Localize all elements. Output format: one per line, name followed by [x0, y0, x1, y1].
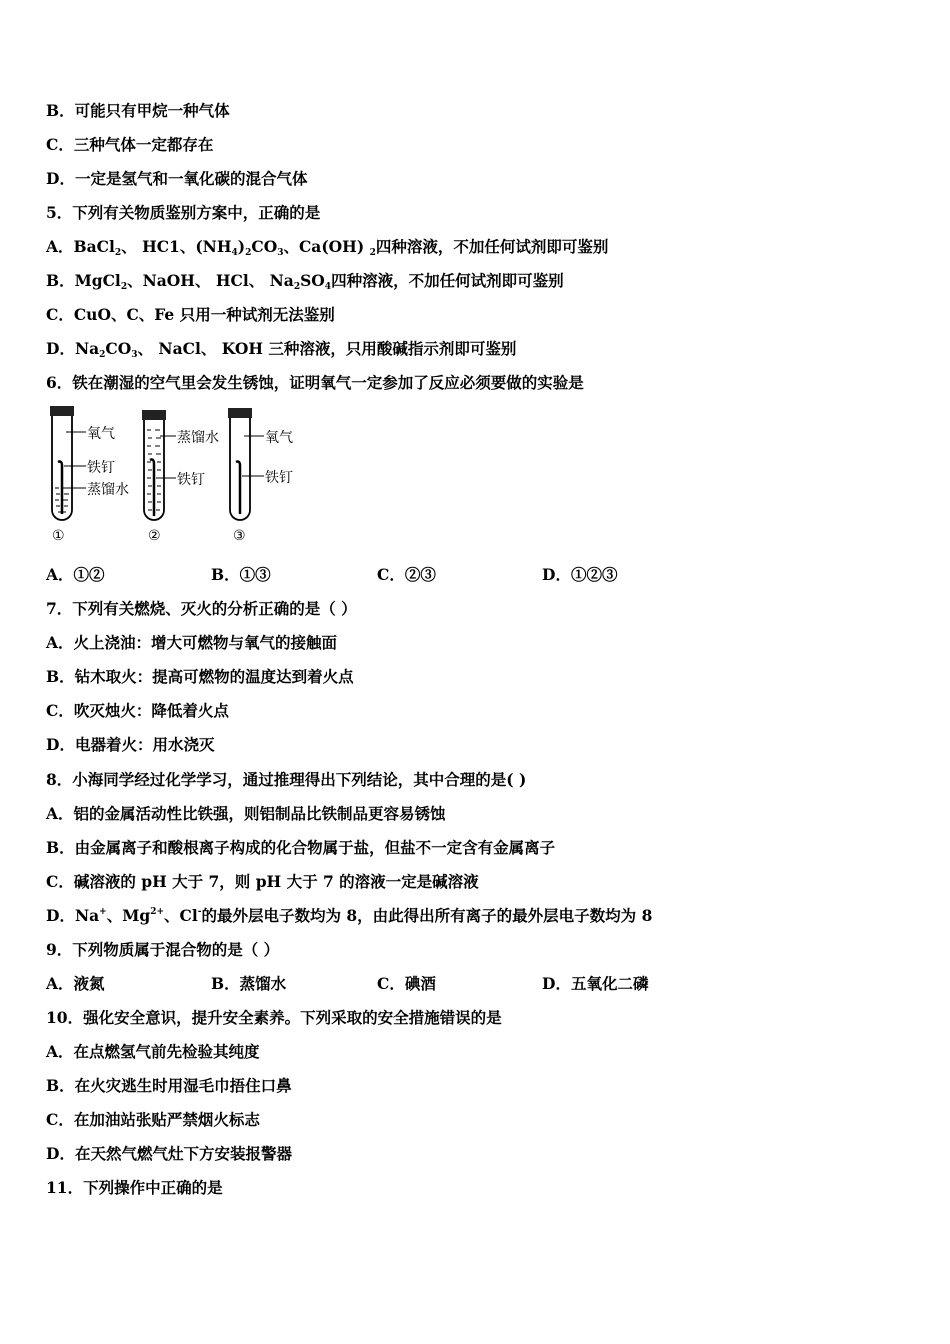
tube-3-stopper [228, 408, 252, 418]
question-6-option-b: B．①③ [211, 565, 271, 584]
tube-2-stopper [142, 410, 166, 420]
question-5-option-a: A．BaCl$_2$、 HC1、$(NH_4)_2CO_3$、Ca(OH) $_2$四种溶液，不加任何试剂即可鉴别 [46, 237, 609, 258]
question-11: 11．下列操作中正确的是 [46, 1178, 223, 1197]
question-10-option-c: C．在加油站张贴严禁烟火标志 [46, 1110, 260, 1129]
tube-3-number: ③ [233, 528, 246, 544]
question-7-option-d: D．电器着火：用水浇灭 [46, 735, 215, 754]
question-7: 7．下列有关燃烧、灭火的分析正确的是（ ） [46, 599, 357, 618]
tube-2-water-label: 蒸馏水 [177, 430, 219, 446]
question-6-option-c: C．②③ [377, 565, 436, 584]
question-6-options [46, 565, 846, 585]
tube-1-stopper [50, 406, 74, 416]
question-8-option-c: C．碱溶液的 pH 大于 7，则 pH 大于 7 的溶液一定是碱溶液 [46, 872, 479, 891]
question-8-option-b: B．由金属离子和酸根离子构成的化合物属于盐，但盐不一定含有金属离子 [46, 838, 556, 857]
question-6: 6．铁在潮湿的空气里会发生锈蚀，证明氧气一定参加了反应必须要做的实验是 [46, 373, 584, 392]
tube-1-number: ① [52, 528, 65, 544]
test-tube-3 [228, 408, 293, 544]
question-9-option-b: B．蒸馏水 [211, 974, 287, 993]
option-d-line: D．一定是氢气和一氧化碳的混合气体 [46, 169, 308, 188]
question-10: 10．强化安全意识，提升安全素养。下列采取的安全措施错误的是 [46, 1008, 502, 1027]
question-8-option-a: A．铝的金属活动性比铁强，则铝制品比铁制品更容易锈蚀 [46, 804, 446, 823]
question-9: 9．下列物质属于混合物的是（ ） [46, 940, 280, 959]
question-5-option-c: C．CuO、C、Fe 只用一种试剂无法鉴别 [46, 305, 335, 324]
question-7-option-b: B．钻木取火：提高可燃物的温度达到着火点 [46, 667, 354, 686]
question-10-option-d: D．在天然气燃气灶下方安装报警器 [46, 1144, 292, 1163]
tube-3-nail [236, 462, 240, 515]
tube-2-nail-label: 铁钉 [177, 472, 205, 488]
question-8: 8．小海同学经过化学学习，通过推理得出下列结论，其中合理的是( ) [46, 770, 527, 789]
question-7-option-c: C．吹灭烛火：降低着火点 [46, 701, 229, 720]
question-9-option-c: C．碘酒 [377, 974, 436, 993]
question-7-option-a: A．火上浇油：增大可燃物与氧气的接触面 [46, 633, 338, 652]
question-5-option-d: D．$Na_2CO_3$、 NaCl、 KOH 三种溶液，只用酸碱指示剂即可鉴别 [46, 339, 517, 360]
tube-2-nail [150, 460, 154, 517]
question-6-option-a: A．①② [46, 565, 105, 584]
test-tube-2 [142, 410, 219, 544]
question-6-option-d: D．①②③ [542, 565, 618, 584]
tube-1-nail-label: 铁钉 [87, 460, 115, 476]
question-10-option-a: A．在点燃氢气前先检验其纯度 [46, 1042, 260, 1061]
question-9-option-a: A．液氮 [46, 974, 105, 993]
tube-2-number: ② [148, 528, 161, 544]
option-c-line: C．三种气体一定都存在 [46, 135, 214, 154]
question-9-option-d: D．五氧化二磷 [542, 974, 649, 993]
tube-1-water-label: 蒸馏水 [87, 482, 129, 498]
question-10-option-b: B．在火灾逃生时用湿毛巾捂住口鼻 [46, 1076, 292, 1095]
test-tube-1 [50, 406, 129, 544]
question-5: 5．下列有关物质鉴别方案中，正确的是 [46, 203, 321, 222]
test-tube-figure [40, 402, 330, 550]
question-5-option-b: B．MgCl$_2$、NaOH、 HCl、 $Na_2SO_4$四种溶液，不加任何试剂即可鉴别 [46, 271, 564, 292]
tube-3-oxygen-label: 氧气 [265, 430, 293, 446]
question-8-option-d: D．Na+、$Mg^{2+}$、Cl-的最外层电子数均为 8，由此得出所有离子的最外层电子数均为 8 [46, 906, 653, 925]
question-9-options [46, 974, 846, 994]
option-b-line: B．可能只有甲烷一种气体 [46, 101, 230, 120]
tube-1-oxygen-label: 氧气 [87, 426, 115, 442]
tube-3-nail-label: 铁钉 [265, 470, 293, 486]
